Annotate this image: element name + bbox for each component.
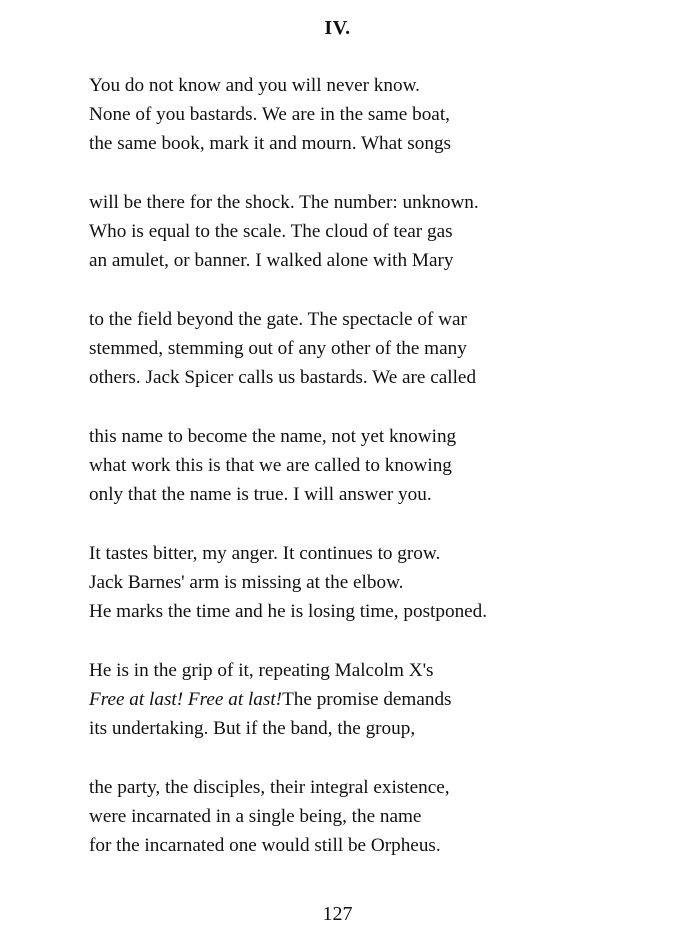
poem-line: only that the name is true. I will answer you.: [89, 484, 432, 505]
poem-line: this name to become the name, not yet knowing: [89, 426, 457, 447]
poem-line: Who is equal to the scale. The cloud of tear gas: [89, 221, 453, 242]
stanza-3: [89, 305, 649, 392]
italic-quote: Free at last! Free at last!: [89, 689, 283, 710]
section-title: IV.: [324, 17, 351, 39]
stanza-1: [89, 71, 649, 158]
poem-line: None of you bastards. We are in the same boat,: [89, 104, 450, 125]
poem-line: You do not know and you will never know.: [89, 75, 420, 96]
poem-line: He marks the time and he is losing time, postponed.: [89, 601, 488, 622]
poem-line: It tastes bitter, my anger. It continues to grow.: [89, 543, 441, 564]
poem-line: others. Jack Spicer calls us bastards. We are called: [89, 367, 477, 388]
stanza-2: [89, 188, 649, 275]
poem: [89, 71, 649, 890]
poem-line: [89, 685, 649, 714]
poem-line: the same book, mark it and mourn. What songs: [89, 133, 452, 154]
stanza-6: [89, 656, 649, 743]
poem-line: what work this is that we are called to knowing: [89, 455, 452, 476]
poem-line: the party, the disciples, their integral existence,: [89, 777, 450, 798]
poem-line: He is in the grip of it, repeating Malcolm X's: [89, 660, 434, 681]
poem-line: to the field beyond the gate. The spectacle of war: [89, 309, 467, 330]
poem-line: its undertaking. But if the band, the group,: [89, 718, 416, 739]
poem-line: stemmed, stemming out of any other of the many: [89, 338, 467, 359]
stanza-5: [89, 539, 649, 626]
stanza-7: [89, 773, 649, 860]
poem-line: Jack Barnes' arm is missing at the elbow.: [89, 572, 404, 593]
page-number: 127: [322, 903, 353, 925]
poem-line: were incarnated in a single being, the name: [89, 806, 422, 827]
poem-line-text: The promise demands: [282, 689, 452, 710]
stanza-4: [89, 422, 649, 509]
poem-line: will be there for the shock. The number: unknown.: [89, 192, 479, 213]
poem-line: an amulet, or banner. I walked alone with Mary: [89, 250, 454, 271]
poem-line: for the incarnated one would still be Orpheus.: [89, 835, 441, 856]
